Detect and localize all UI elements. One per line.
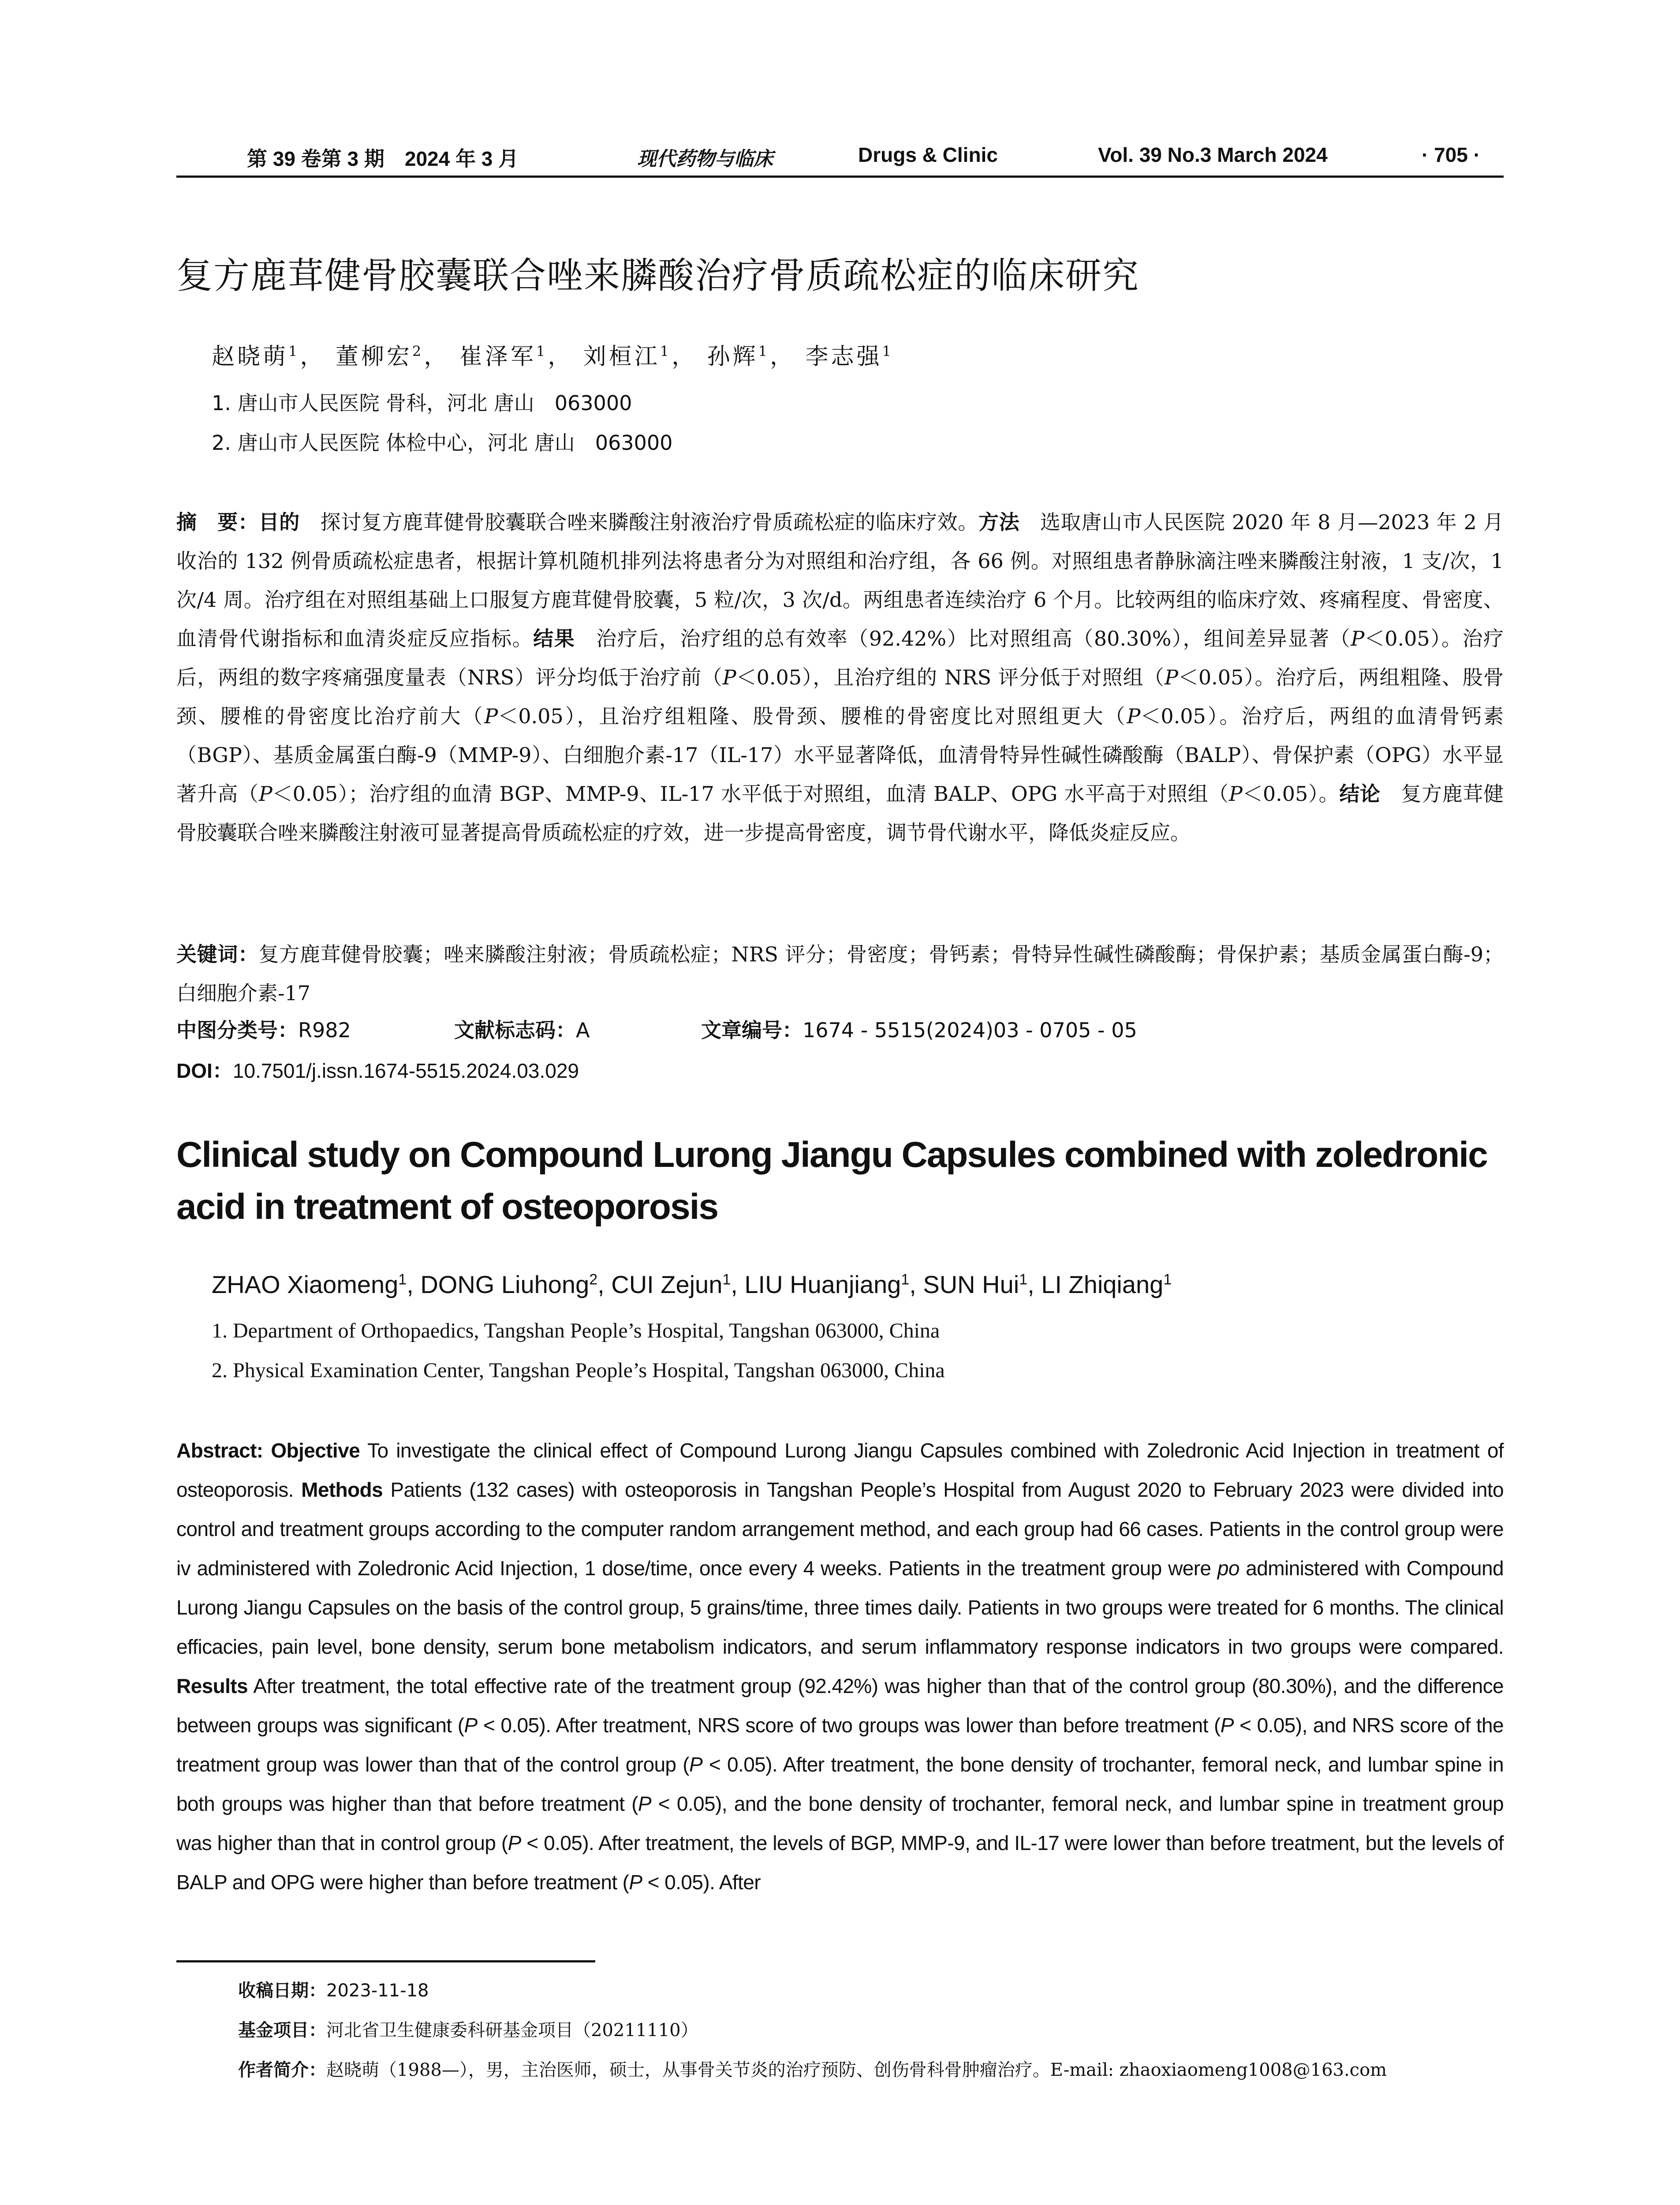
author-sup: 1 [901, 1271, 910, 1288]
author-sup: 1 [536, 343, 548, 360]
document-code [454, 1014, 590, 1043]
results-text-en: < 0.05), and NRS score of the treatment group was lower than that of the control group ( [176, 1714, 1504, 1776]
results-text-cn: ＜0.05），且治疗组粗隆、股骨颈、腰椎的骨密度比对照组更大（ [498, 704, 1127, 728]
author-sup: 1 [1019, 1271, 1028, 1288]
affiliation-en-1: 1. Department of Orthopaedics, Tangshan People’s Hospital, Tangshan 063000, China [212, 1319, 940, 1342]
fund-text: 河北省卫生健康委科研基金项目（20211110） [326, 2020, 698, 2041]
bio-text: 赵晓萌（1988—），男，主治医师，硕士，从事骨关节炎的治疗预防、创伤骨科骨肿瘤治疗。E-mail: zhaoxiaomeng1008@163.com [326, 2060, 1387, 2080]
p-value-symbol: P [1220, 1714, 1234, 1737]
methods-text-cn: 选取唐山市人民医院 2020 年 8 月—2023 年 2 月收治的 132 例骨质疏松症患者，根据计算机随机排列法将患者分为对照组和治疗组，各 66 例。对照组患者静脉滴注唑来膦酸注射液，1 支/次，1 次/4 周。治疗组在对照组基础上口服复方鹿茸健骨胶囊，5 粒/次，3 次/d。两组患者连续治疗 6 个月。比较两组的临床疗效、疼痛程度、骨密度、血清骨代谢指标和血清炎症反应指标。 [176, 510, 1504, 650]
objective-text-cn: 探讨复方鹿茸健骨胶囊联合唑来膦酸注射液治疗骨质疏松症的临床疗效。 [320, 510, 978, 534]
objective-text-en: To investigate the clinical effect of Compound Lurong Jiangu Capsules combined with Zoledronic Acid Injection in treatment of osteoporosis. [176, 1439, 1504, 1501]
doi [176, 1055, 579, 1084]
results-text-en: < 0.05). After [642, 1871, 761, 1894]
affiliation-cn-2: 2. 唐山市人民医院 体检中心，河北 唐山 063000 [212, 431, 673, 455]
clc-value: R982 [298, 1018, 351, 1042]
author-cn: 刘桓江 [583, 344, 660, 370]
author-en: DONG Liuhong [420, 1271, 590, 1298]
results-text-cn: 治疗后，治疗组的总有效率（92.42%）比对照组高（80.30%），组间差异显著（ [596, 627, 1351, 650]
methods-label-cn: 方法 [978, 510, 1020, 534]
journal-name-cn: 现代药物与临床 [637, 148, 773, 170]
title-en: Clinical study on Compound Lurong Jiangu Capsules combined with zoledronic acid in treatment of osteoporosis [176, 1135, 1487, 1227]
doc-code-label: 文献标志码： [454, 1018, 576, 1042]
p-value-symbol: P [689, 1753, 703, 1776]
author-sup: 1 [660, 343, 672, 360]
author-en: ZHAO Xiaomeng [212, 1271, 399, 1298]
doi-value: 10.7501/j.issn.1674-5515.2024.03.029 [232, 1059, 579, 1082]
author-cn: 孙辉 [707, 344, 758, 370]
author-sup: 1 [722, 1271, 731, 1288]
author-cn: 崔泽军 [459, 344, 536, 370]
page-number: · 705 · [1422, 143, 1480, 166]
fund-label: 基金项目： [238, 2020, 326, 2041]
authors-cn: 赵晓萌$^1$， 董柳宏$^2$， 崔泽军$^1$， 刘桓江$^1$， 孙辉$^1$， 李志强$^1$ [212, 343, 894, 370]
affiliation-cn-1: 1. 唐山市人民医院 骨科，河北 唐山 063000 [212, 391, 632, 415]
clc-code [176, 1014, 351, 1043]
keywords-text-cn: 复方鹿茸健骨胶囊；唑来膦酸注射液；骨质疏松症；NRS 评分；骨密度；骨钙素；骨特异性碱性磷酸酶；骨保护素；基质金属蛋白酶-9；白细胞介素-17 [176, 942, 1504, 1005]
results-text-en: < 0.05), and the bone density of trochanter, femoral neck, and lumbar spine in treatment group was higher than that in control group ( [176, 1792, 1504, 1854]
abstract-en [176, 1431, 1504, 1902]
results-text-en: < 0.05). After treatment, NRS score of two groups was lower than before treatment ( [477, 1714, 1221, 1737]
p-value-symbol: P [1228, 782, 1243, 806]
volume-info-en: Vol. 39 No.3 March 2024 [1098, 143, 1328, 166]
results-text-cn: ＜0.05）。 [1242, 782, 1340, 806]
author-en: LIU Huanjiang [744, 1271, 901, 1298]
p-value-symbol: P [464, 1714, 478, 1737]
methods-label-en: Methods [301, 1478, 383, 1501]
article-number [701, 1014, 1137, 1043]
conclusion-label-cn: 结论 [1339, 782, 1381, 806]
issue-info-cn: 第 39 卷第 3 期 2024 年 3 月 [247, 147, 519, 170]
running-header [176, 140, 1504, 178]
results-text-en: < 0.05). After treatment, the bone density of trochanter, femoral neck, and lumbar spine in both groups was higher than that before treatment ( [176, 1753, 1504, 1815]
title-cn: 复方鹿茸健骨胶囊联合唑来膦酸治疗骨质疏松症的临床研究 [176, 255, 1140, 297]
author-sup: 1 [882, 343, 894, 360]
results-label-cn: 结果 [533, 627, 575, 650]
keywords-cn [176, 935, 1504, 1013]
p-value-symbol: P [1351, 627, 1365, 650]
clc-label: 中图分类号： [176, 1018, 298, 1042]
results-text-en: < 0.05). After treatment, the levels of BGP, MMP-9, and IL-17 were lower than before treatment, but the levels of BALP and OPG were higher than before treatment ( [176, 1831, 1504, 1894]
received-label: 收稿日期： [238, 1981, 326, 2001]
p-value-symbol: P [484, 704, 498, 728]
author-en: CUI Zejun [611, 1271, 723, 1298]
footnote-divider [176, 1960, 595, 1962]
results-text-cn: ＜0.05）。治疗后，两组粗隆、股骨颈、腰椎的骨密度比治疗前大（ [176, 665, 1504, 728]
results-text-cn: ＜0.05）。治疗后，两组的血清骨钙素（BGP）、基质金属蛋白酶-9（MMP-9）、白细胞介素-17（IL-17）水平显著降低，血清骨特异性碱性磷酸酶（BALP）、骨保护素（OPG）水平显著升高（ [176, 704, 1504, 806]
route-abbrev: po [1217, 1557, 1239, 1580]
author-cn: 赵晓萌 [212, 344, 289, 370]
p-value-symbol: P [722, 665, 736, 689]
keywords-label-cn: 关键词： [176, 942, 259, 966]
received-date: 2023-11-18 [326, 1981, 429, 2001]
results-text-en: After treatment, the total effective rate of the treatment group (92.42%) was higher than that of the control group (80.30%), and the difference between groups was significant ( [176, 1674, 1504, 1737]
methods-text-en: administered with Compound Lurong Jiangu Capsules on the basis of the control group, 5 grains/time, three times daily. Patients in two groups were treated for 6 months. The clinical efficacies, pain level, bone density, serum bone metabolism indicators, and serum inflammatory response indicators in two groups were compared. [176, 1557, 1504, 1658]
p-value-symbol: P [1127, 704, 1141, 728]
author-sup: 1 [398, 1271, 407, 1288]
affiliation-en-2: 2. Physical Examination Center, Tangshan People’s Hospital, Tangshan 063000, China [212, 1359, 945, 1382]
objective-label-cn: 目的 [258, 510, 300, 534]
p-value-symbol: P [1164, 665, 1178, 689]
author-sup: 2 [412, 343, 424, 360]
author-sup: 1 [758, 343, 770, 360]
article-no-label: 文章编号： [701, 1018, 803, 1042]
footnote-fund [238, 2016, 698, 2041]
doc-code-value: A [576, 1018, 590, 1042]
results-text-cn: ＜0.05）；治疗组的血清 BGP、MMP-9、IL-17 水平低于对照组，血清 BALP、OPG 水平高于对照组（ [272, 782, 1229, 806]
author-cn: 李志强 [805, 344, 882, 370]
footnote-author-bio [238, 2056, 1387, 2081]
author-sup: 1 [1163, 1271, 1172, 1288]
results-text-cn: ＜0.05）。治疗后，两组的数字疼痛强度量表（NRS）评分均低于治疗前（ [176, 627, 1504, 689]
results-text-cn: ＜0.05），且治疗组的 NRS 评分低于对照组（ [736, 665, 1165, 689]
p-value-symbol: P [629, 1871, 642, 1894]
p-value-symbol: P [258, 782, 273, 806]
authors-en: ZHAO Xiaomeng$^1$, DONG Liuhong$^2$, CUI Zejun$^1$, LIU Huanjiang$^1$, SUN Hui$^1$, LI Zhiqiang$^1$ [212, 1271, 1172, 1298]
abstract-label-cn: 摘 要： [176, 510, 259, 534]
methods-text-en: Patients (132 cases) with osteoporosis in Tangshan People’s Hospital from August 2020 to February 2023 were divided into control and treatment groups according to the computer random arrangement method, and each group had 66 cases. Patients in the control group were iv administered with Zoledronic Acid Injection, 1 dose/time, once every 4 weeks. Patients in the treatment group were [176, 1478, 1504, 1580]
author-sup: 1 [288, 343, 300, 360]
author-sup: 2 [589, 1271, 598, 1288]
author-cn: 董柳宏 [335, 344, 412, 370]
results-label-en: Results [176, 1674, 248, 1697]
article-no-value: 1674 - 5515(2024)03 - 0705 - 05 [803, 1018, 1137, 1042]
abstract-cn [176, 503, 1504, 852]
p-value-symbol: P [508, 1831, 521, 1854]
author-en: SUN Hui [923, 1271, 1019, 1298]
conclusion-text-cn: 复方鹿茸健骨胶囊联合唑来膦酸注射液可显著提高骨质疏松症的疗效，进一步提高骨密度，调节骨代谢水平，降低炎症反应。 [176, 782, 1504, 845]
author-en: LI Zhiqiang [1041, 1271, 1164, 1298]
objective-label-en: Objective [271, 1439, 360, 1462]
abstract-label-en: Abstract: [176, 1439, 263, 1462]
journal-name-en: Drugs & Clinic [858, 143, 998, 166]
doi-label: DOI： [176, 1059, 233, 1082]
p-value-symbol: P [638, 1792, 651, 1815]
bio-label: 作者简介： [238, 2060, 326, 2080]
footnote-received [238, 1977, 429, 2002]
